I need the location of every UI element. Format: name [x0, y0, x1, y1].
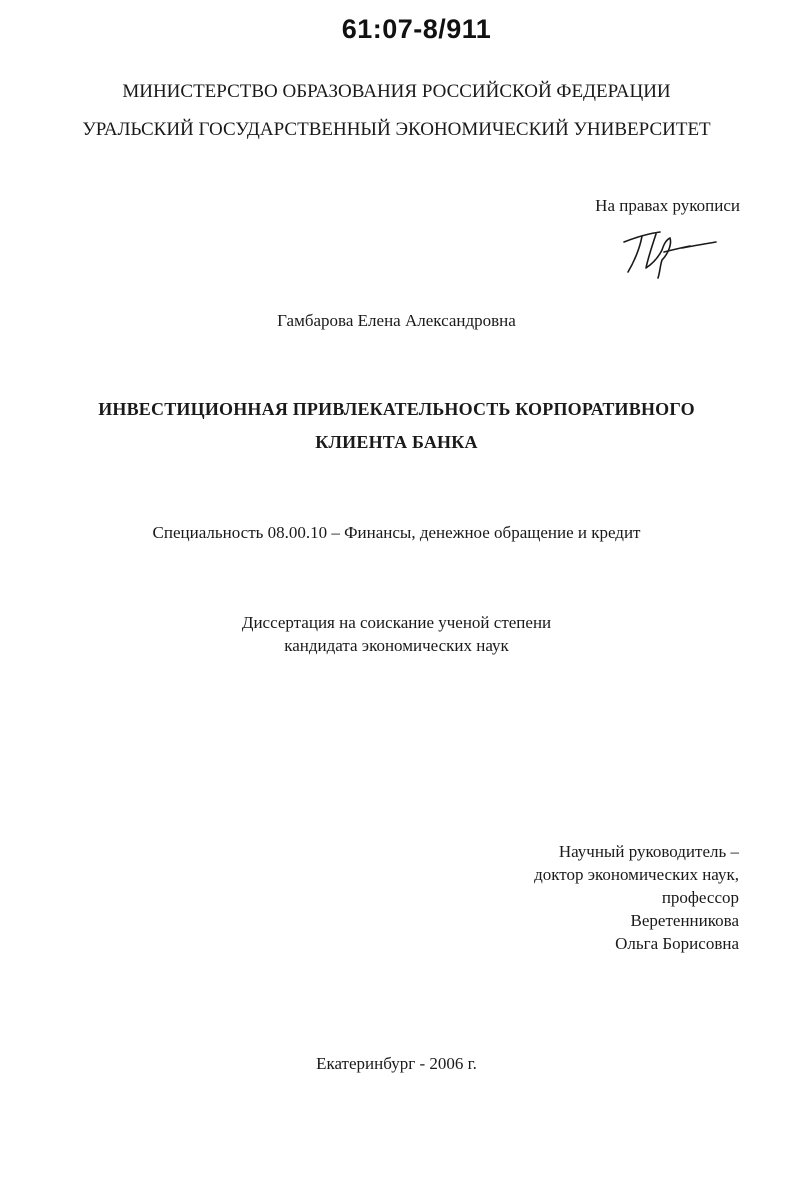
library-stamp-number: 61:07-8/911: [341, 14, 492, 44]
advisor-surname: Веретенникова: [630, 911, 739, 930]
degree-line-2: кандидата экономических наук: [284, 636, 509, 655]
ministry-heading: МИНИСТЕРСТВО ОБРАЗОВАНИЯ РОССИЙСКОЙ ФЕДЕРАЦИИ: [122, 81, 671, 102]
author-name: Гамбарова Елена Александровна: [277, 311, 516, 330]
dissertation-title-line-1: ИНВЕСТИЦИОННАЯ ПРИВЛЕКАТЕЛЬНОСТЬ КОРПОРАТИВНОГО: [98, 399, 695, 419]
advisor-degree: доктор экономических наук,: [534, 865, 739, 884]
university-heading: УРАЛЬСКИЙ ГОСУДАРСТВЕННЫЙ ЭКОНОМИЧЕСКИЙ УНИВЕРСИТЕТ: [82, 119, 711, 140]
advisor-title: профессор: [661, 888, 739, 907]
degree-line-1: Диссертация на соискание ученой степени: [241, 613, 552, 632]
advisor-given-names: Ольга Борисовна: [615, 934, 739, 953]
scientific-advisor-block: [534, 840, 739, 955]
specialty-line: Специальность 08.00.10 – Финансы, денежное обращение и кредит: [152, 523, 641, 542]
dissertation-title-line-2: КЛИЕНТА БАНКА: [315, 432, 478, 452]
city-and-year: Екатеринбург - 2006 г.: [316, 1054, 477, 1073]
manuscript-rights-note: На правах рукописи: [595, 196, 740, 215]
handwritten-signature: [612, 222, 722, 282]
advisor-role: Научный руководитель –: [558, 842, 739, 861]
